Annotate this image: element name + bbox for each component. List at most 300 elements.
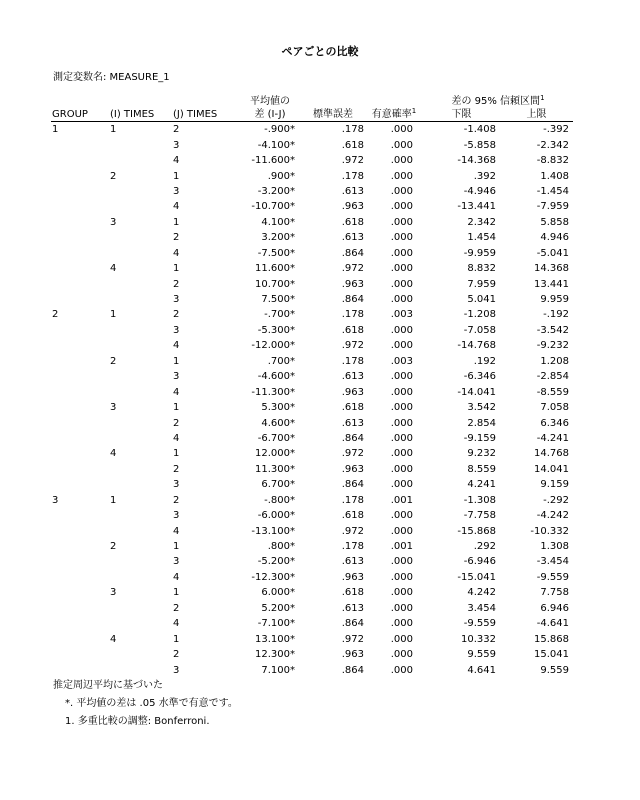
std-error-cell: .618 <box>341 216 364 228</box>
std-error-cell: .963 <box>341 463 364 475</box>
std-error-cell: .972 <box>341 448 364 460</box>
group-cell <box>51 662 109 677</box>
mean-diff-cell: .900* <box>267 170 295 182</box>
lower-bound-cell: -13.441 <box>457 201 496 213</box>
group-cell <box>51 616 109 631</box>
table-body <box>51 122 573 678</box>
lower-bound-cell: 3.542 <box>467 402 496 414</box>
mean-diff-cell: 13.100* <box>255 633 295 645</box>
mean-diff-cell: 11.300* <box>255 463 295 475</box>
j-times-cell: 4 <box>173 571 180 583</box>
j-times-cell: 2 <box>173 649 180 661</box>
table-row <box>51 493 573 508</box>
table-row <box>51 431 573 446</box>
lower-bound-cell: 3.454 <box>467 602 496 614</box>
mean-diff-cell: -6.700* <box>257 432 295 444</box>
std-error-cell: .864 <box>341 618 364 630</box>
i-times-cell <box>109 230 172 245</box>
std-error-cell: .613 <box>341 185 364 197</box>
j-times-cell: 4 <box>173 618 180 630</box>
upper-bound-cell: 7.058 <box>540 402 569 414</box>
table-row <box>51 585 573 600</box>
significance-cell: .000 <box>390 278 413 290</box>
std-error-cell: .178 <box>341 494 364 506</box>
group-cell <box>51 554 109 569</box>
i-times-cell <box>109 508 172 523</box>
significance-cell: .000 <box>390 463 413 475</box>
mean-diff-cell: 11.600* <box>255 263 295 275</box>
mean-diff-cell: 5.200* <box>261 602 295 614</box>
j-times-cell: 3 <box>173 294 180 306</box>
lower-bound-cell: .292 <box>473 541 496 553</box>
lower-bound-cell: 10.332 <box>461 633 496 645</box>
lower-bound-cell: 7.959 <box>467 278 496 290</box>
mean-diff-cell: -13.100* <box>251 525 295 537</box>
std-error-cell: .963 <box>341 201 364 213</box>
significance-cell: .000 <box>390 664 413 676</box>
significance-cell: .000 <box>390 170 413 182</box>
upper-bound-cell: -10.332 <box>530 525 569 537</box>
j-times-cell: 2 <box>173 417 180 429</box>
mean-diff-cell: -7.500* <box>257 247 295 259</box>
i-times-cell: 1 <box>110 309 117 321</box>
table-row <box>51 215 573 230</box>
significance-cell: .000 <box>390 432 413 444</box>
mean-diff-cell: -.800* <box>264 494 295 506</box>
j-times-cell: 2 <box>173 494 180 506</box>
group-cell <box>51 539 109 554</box>
i-times-cell: 4 <box>110 448 117 460</box>
mean-diff-cell: -12.300* <box>251 571 295 583</box>
table-row <box>51 384 573 399</box>
i-times-cell <box>109 601 172 616</box>
mean-diff-cell: 6.700* <box>261 479 295 491</box>
group-cell <box>51 153 109 168</box>
i-times-cell <box>109 137 172 152</box>
mean-diff-cell: 12.000* <box>255 448 295 460</box>
group-cell <box>51 446 109 461</box>
table-row <box>51 647 573 662</box>
j-times-cell: 1 <box>173 587 180 599</box>
significance-cell: .001 <box>390 541 413 553</box>
significance-cell: .000 <box>390 587 413 599</box>
table-row <box>51 400 573 415</box>
i-times-cell <box>109 523 172 538</box>
mean-diff-cell: -12.000* <box>251 340 295 352</box>
significance-cell: .000 <box>390 340 413 352</box>
table-row <box>51 662 573 677</box>
std-error-cell: .618 <box>341 587 364 599</box>
mean-diff-cell: -5.300* <box>257 324 295 336</box>
upper-bound-cell: 9.559 <box>540 664 569 676</box>
group-cell: 3 <box>52 494 59 506</box>
significance-cell: .000 <box>390 124 413 136</box>
header-ci: 差の 95% 信頼区間$^1$ <box>451 94 545 107</box>
significance-cell: .000 <box>390 263 413 275</box>
i-times-cell <box>109 477 172 492</box>
significance-cell: .000 <box>390 479 413 491</box>
i-times-cell: 1 <box>110 494 117 506</box>
significance-cell: .000 <box>390 324 413 336</box>
upper-bound-cell: 14.368 <box>534 263 569 275</box>
i-times-cell <box>109 246 172 261</box>
upper-bound-cell: -8.559 <box>536 386 569 398</box>
header-mean-diff-top: 平均値の <box>250 96 290 107</box>
table-row <box>51 446 573 461</box>
std-error-cell: .972 <box>341 525 364 537</box>
upper-bound-cell: -9.559 <box>536 571 569 583</box>
group-cell <box>51 261 109 276</box>
table-row <box>51 554 573 569</box>
upper-bound-cell: 5.858 <box>540 216 569 228</box>
std-error-cell: .613 <box>341 371 364 383</box>
mean-diff-cell: -11.600* <box>251 155 295 167</box>
std-error-cell: .178 <box>341 355 364 367</box>
i-times-cell: 4 <box>110 633 117 645</box>
upper-bound-cell: -4.242 <box>536 510 569 522</box>
group-cell <box>51 215 109 230</box>
group-cell <box>51 647 109 662</box>
mean-diff-cell: 7.500* <box>261 294 295 306</box>
significance-cell: .003 <box>390 309 413 321</box>
j-times-cell: 4 <box>173 155 180 167</box>
upper-bound-cell: 13.441 <box>534 278 569 290</box>
lower-bound-cell: -4.946 <box>463 185 496 197</box>
group-cell <box>51 415 109 430</box>
lower-bound-cell: 2.342 <box>467 216 496 228</box>
j-times-cell: 3 <box>173 479 180 491</box>
i-times-cell <box>109 616 172 631</box>
group-cell <box>51 354 109 369</box>
i-times-cell <box>109 184 172 199</box>
upper-bound-cell: 4.946 <box>540 232 569 244</box>
j-times-cell: 2 <box>173 124 180 136</box>
mean-diff-cell: 4.600* <box>261 417 295 429</box>
group-cell <box>51 570 109 585</box>
note-significance: *. 平均値の差は .05 水準で有意です。 <box>65 698 238 709</box>
j-times-cell: 4 <box>173 201 180 213</box>
lower-bound-cell: -14.041 <box>457 386 496 398</box>
i-times-cell: 3 <box>110 402 117 414</box>
std-error-cell: .613 <box>341 556 364 568</box>
significance-cell: .000 <box>390 232 413 244</box>
i-times-cell <box>109 369 172 384</box>
table-row <box>51 523 573 538</box>
std-error-cell: .972 <box>341 340 364 352</box>
group-cell <box>51 184 109 199</box>
lower-bound-cell: 8.559 <box>467 463 496 475</box>
lower-bound-cell: -1.408 <box>463 124 496 136</box>
mean-diff-cell: 5.300* <box>261 402 295 414</box>
header-significance: 有意確率$^1$ <box>365 108 423 122</box>
mean-diff-cell: -4.600* <box>257 371 295 383</box>
header-j-times: (J) TIMES <box>172 108 239 122</box>
group-cell <box>51 523 109 538</box>
i-times-cell <box>109 384 172 399</box>
j-times-cell: 3 <box>173 510 180 522</box>
i-times-cell <box>109 647 172 662</box>
group-cell: 2 <box>52 309 59 321</box>
group-cell <box>51 400 109 415</box>
table-row <box>51 137 573 152</box>
j-times-cell: 3 <box>173 371 180 383</box>
group-cell <box>51 508 109 523</box>
significance-cell: .000 <box>390 216 413 228</box>
mean-diff-cell: -11.300* <box>251 386 295 398</box>
note-based-on: 推定周辺平均に基づいた <box>53 680 163 691</box>
mean-diff-cell: -10.700* <box>251 201 295 213</box>
mean-diff-cell: -3.200* <box>257 185 295 197</box>
lower-bound-cell: -14.768 <box>457 340 496 352</box>
j-times-cell: 2 <box>173 232 180 244</box>
std-error-cell: .963 <box>341 649 364 661</box>
table-row <box>51 539 573 554</box>
table-row <box>51 415 573 430</box>
lower-bound-cell: -15.868 <box>457 525 496 537</box>
table-row <box>51 323 573 338</box>
lower-bound-cell: -1.308 <box>463 494 496 506</box>
mean-diff-cell: -.700* <box>264 309 295 321</box>
std-error-cell: .613 <box>341 232 364 244</box>
i-times-cell: 1 <box>110 124 117 136</box>
mean-diff-cell: 7.100* <box>261 664 295 676</box>
significance-cell: .000 <box>390 556 413 568</box>
table-title: ペアごとの比較 <box>281 45 359 58</box>
table-row <box>51 462 573 477</box>
group-cell <box>51 585 109 600</box>
lower-bound-cell: -5.858 <box>463 139 496 151</box>
table-row <box>51 307 573 322</box>
i-times-cell <box>109 199 172 214</box>
j-times-cell: 1 <box>173 216 180 228</box>
table-row <box>51 153 573 168</box>
group-cell <box>51 384 109 399</box>
table-row <box>51 601 573 616</box>
group-cell <box>51 199 109 214</box>
lower-bound-cell: -6.946 <box>463 556 496 568</box>
std-error-cell: .864 <box>341 432 364 444</box>
table-row <box>51 184 573 199</box>
j-times-cell: 1 <box>173 448 180 460</box>
lower-bound-cell: -1.208 <box>463 309 496 321</box>
i-times-cell: 4 <box>110 263 117 275</box>
i-times-cell: 3 <box>110 216 117 228</box>
group-cell <box>51 323 109 338</box>
group-cell <box>51 601 109 616</box>
group-cell <box>51 292 109 307</box>
header-row-top <box>51 95 573 108</box>
upper-bound-cell: -8.832 <box>536 155 569 167</box>
group-cell <box>51 276 109 291</box>
lower-bound-cell: 4.641 <box>467 664 496 676</box>
header-upper: 上限 <box>500 108 573 122</box>
mean-diff-cell: 4.100* <box>261 216 295 228</box>
significance-cell: .000 <box>390 386 413 398</box>
ci-footnote-marker: 1 <box>540 94 545 102</box>
group-cell <box>51 230 109 245</box>
lower-bound-cell: -15.041 <box>457 571 496 583</box>
group-cell <box>51 168 109 183</box>
upper-bound-cell: -7.959 <box>536 201 569 213</box>
lower-bound-cell: 9.559 <box>467 649 496 661</box>
std-error-cell: .972 <box>341 155 364 167</box>
j-times-cell: 4 <box>173 247 180 259</box>
mean-diff-cell: 12.300* <box>255 649 295 661</box>
footnotes <box>53 677 238 731</box>
lower-bound-cell: .392 <box>473 170 496 182</box>
significance-cell: .000 <box>390 247 413 259</box>
std-error-cell: .963 <box>341 278 364 290</box>
significance-cell: .000 <box>390 294 413 306</box>
table-row <box>51 338 573 353</box>
group-cell <box>51 462 109 477</box>
j-times-cell: 3 <box>173 664 180 676</box>
std-error-cell: .972 <box>341 633 364 645</box>
significance-cell: .000 <box>390 633 413 645</box>
header-mean-diff-bottom: 差 (I-J) <box>239 108 301 122</box>
j-times-cell: 1 <box>173 263 180 275</box>
upper-bound-cell: 1.408 <box>540 170 569 182</box>
mean-diff-cell: .800* <box>267 541 295 553</box>
upper-bound-cell: -4.241 <box>536 432 569 444</box>
header-lower: 下限 <box>423 108 500 122</box>
upper-bound-cell: -4.641 <box>536 618 569 630</box>
j-times-cell: 4 <box>173 340 180 352</box>
mean-diff-cell: -7.100* <box>257 618 295 630</box>
std-error-cell: .864 <box>341 479 364 491</box>
std-error-cell: .618 <box>341 139 364 151</box>
table-row <box>51 230 573 245</box>
table-row <box>51 261 573 276</box>
j-times-cell: 3 <box>173 139 180 151</box>
table-row <box>51 276 573 291</box>
upper-bound-cell: 14.041 <box>534 463 569 475</box>
group-cell <box>51 477 109 492</box>
group-cell <box>51 137 109 152</box>
upper-bound-cell: 9.959 <box>540 294 569 306</box>
j-times-cell: 2 <box>173 309 180 321</box>
i-times-cell <box>109 323 172 338</box>
significance-cell: .000 <box>390 618 413 630</box>
j-times-cell: 2 <box>173 463 180 475</box>
lower-bound-cell: 9.232 <box>467 448 496 460</box>
upper-bound-cell: -.392 <box>543 124 569 136</box>
upper-bound-cell: -5.041 <box>536 247 569 259</box>
i-times-cell <box>109 292 172 307</box>
group-cell <box>51 369 109 384</box>
i-times-cell <box>109 462 172 477</box>
table-row <box>51 292 573 307</box>
table-row <box>51 354 573 369</box>
mean-diff-cell: .700* <box>267 355 295 367</box>
i-times-cell: 3 <box>110 587 117 599</box>
j-times-cell: 2 <box>173 278 180 290</box>
table-row <box>51 570 573 585</box>
j-times-cell: 1 <box>173 355 180 367</box>
i-times-cell <box>109 153 172 168</box>
significance-cell: .000 <box>390 371 413 383</box>
sig-footnote-marker: 1 <box>411 107 417 115</box>
significance-cell: .000 <box>390 155 413 167</box>
significance-cell: .000 <box>390 602 413 614</box>
i-times-cell <box>109 431 172 446</box>
j-times-cell: 2 <box>173 602 180 614</box>
significance-cell: .000 <box>390 201 413 213</box>
upper-bound-cell: -9.232 <box>536 340 569 352</box>
i-times-cell <box>109 662 172 677</box>
group-cell: 1 <box>52 124 59 136</box>
j-times-cell: 1 <box>173 541 180 553</box>
upper-bound-cell: 1.208 <box>540 355 569 367</box>
lower-bound-cell: 8.832 <box>467 263 496 275</box>
header-row-bottom <box>51 108 573 122</box>
j-times-cell: 3 <box>173 556 180 568</box>
significance-cell: .000 <box>390 649 413 661</box>
mean-diff-cell: 6.000* <box>261 587 295 599</box>
measure-label: 測定変数名: MEASURE_1 <box>53 72 170 83</box>
upper-bound-cell: 15.868 <box>534 633 569 645</box>
significance-cell: .000 <box>390 571 413 583</box>
table-row <box>51 477 573 492</box>
std-error-cell: .178 <box>341 124 364 136</box>
lower-bound-cell: 5.041 <box>467 294 496 306</box>
group-cell <box>51 338 109 353</box>
i-times-cell: 2 <box>110 170 117 182</box>
lower-bound-cell: -14.368 <box>457 155 496 167</box>
upper-bound-cell: 6.346 <box>540 417 569 429</box>
std-error-cell: .618 <box>341 324 364 336</box>
j-times-cell: 4 <box>173 525 180 537</box>
upper-bound-cell: 1.308 <box>540 541 569 553</box>
i-times-cell <box>109 276 172 291</box>
i-times-cell: 2 <box>110 541 117 553</box>
upper-bound-cell: 9.159 <box>540 479 569 491</box>
significance-cell: .000 <box>390 185 413 197</box>
upper-bound-cell: 7.758 <box>540 587 569 599</box>
significance-cell: .000 <box>390 417 413 429</box>
upper-bound-cell: 15.041 <box>534 649 569 661</box>
i-times-cell: 2 <box>110 355 117 367</box>
significance-cell: .000 <box>390 448 413 460</box>
table-row <box>51 369 573 384</box>
table-row <box>51 122 573 138</box>
upper-bound-cell: -.292 <box>543 494 569 506</box>
lower-bound-cell: -6.346 <box>463 371 496 383</box>
lower-bound-cell: -7.758 <box>463 510 496 522</box>
std-error-cell: .963 <box>341 386 364 398</box>
pairwise-comparisons-table <box>51 95 573 678</box>
lower-bound-cell: 1.454 <box>467 232 496 244</box>
table-row <box>51 246 573 261</box>
mean-diff-cell: -5.200* <box>257 556 295 568</box>
mean-diff-cell: 3.200* <box>261 232 295 244</box>
j-times-cell: 1 <box>173 402 180 414</box>
table-row <box>51 631 573 646</box>
upper-bound-cell: -2.854 <box>536 371 569 383</box>
table-row <box>51 168 573 183</box>
j-times-cell: 3 <box>173 324 180 336</box>
upper-bound-cell: -3.454 <box>536 556 569 568</box>
j-times-cell: 1 <box>173 170 180 182</box>
upper-bound-cell: -2.342 <box>536 139 569 151</box>
significance-cell: .000 <box>390 510 413 522</box>
std-error-cell: .864 <box>341 664 364 676</box>
lower-bound-cell: .192 <box>473 355 496 367</box>
group-cell <box>51 631 109 646</box>
j-times-cell: 4 <box>173 386 180 398</box>
std-error-cell: .618 <box>341 402 364 414</box>
lower-bound-cell: -9.959 <box>463 247 496 259</box>
